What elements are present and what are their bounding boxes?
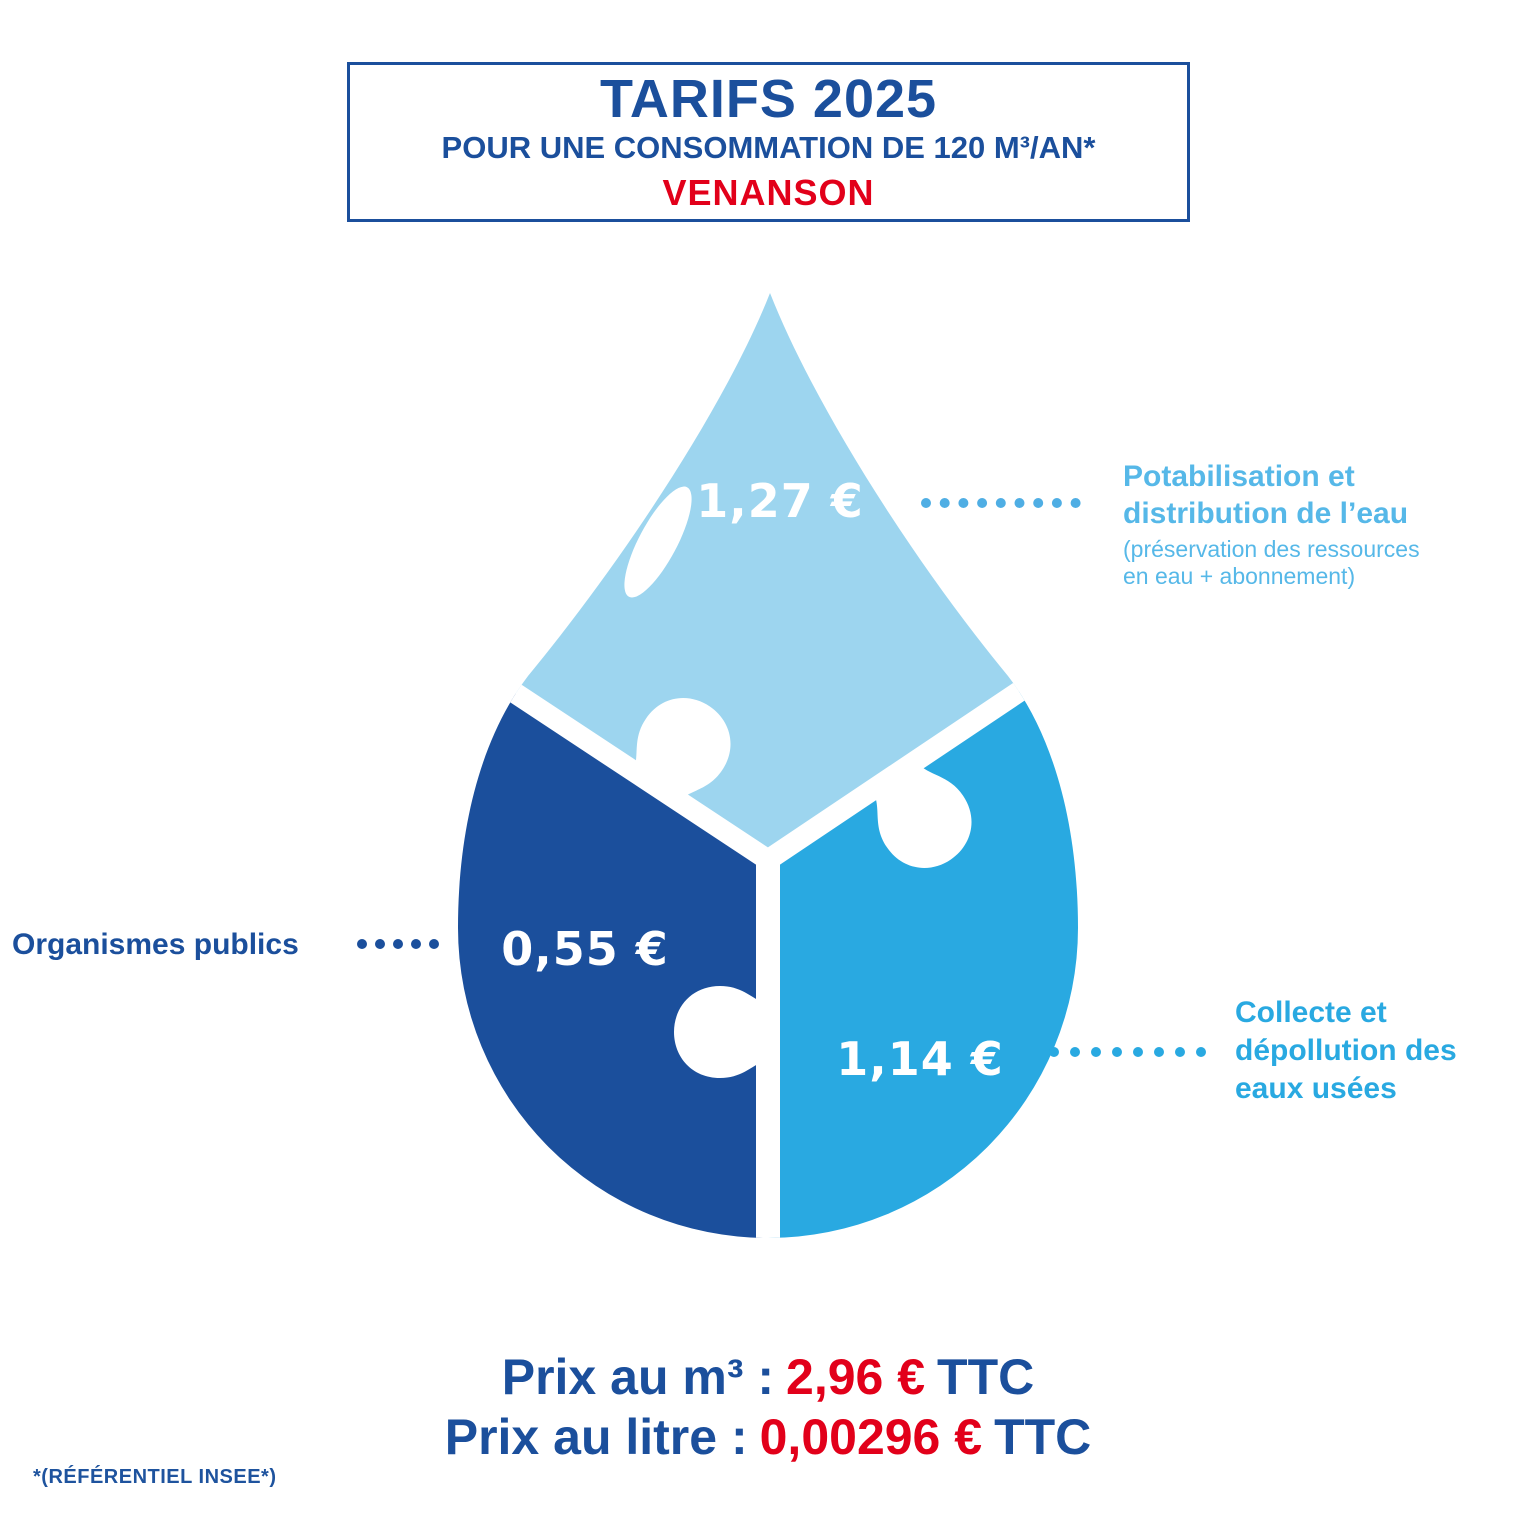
- label-potabilisation: [1123, 458, 1493, 590]
- total-price-litre: [0, 1408, 1536, 1466]
- label-collecte-line1: Collecte et: [1235, 996, 1387, 1029]
- total-price-m3: [0, 1348, 1536, 1406]
- insee-footnote: *(RÉFÉRENTIEL INSEE*): [33, 1466, 277, 1488]
- total-m3-unit: TTC: [937, 1349, 1035, 1405]
- total-litre-value: 0,00296 €: [759, 1409, 983, 1465]
- total-m3-value: 2,96 €: [786, 1349, 926, 1405]
- label-organismes: Organismes publics: [12, 928, 299, 961]
- value-organismes: 0,55 €: [501, 922, 669, 976]
- label-potabilisation-line1: Potabilisation et: [1123, 460, 1355, 493]
- commune-name: VENANSON: [662, 172, 875, 213]
- label-potabilisation-sub2: en eau + abonnement): [1123, 563, 1356, 589]
- label-collecte-line3: eaux usées: [1235, 1072, 1397, 1105]
- page-subtitle: POUR UNE CONSOMMATION DE 120 M³/AN*: [441, 130, 1096, 165]
- label-potabilisation-line2: distribution de l’eau: [1123, 497, 1409, 530]
- value-potabilisation: 1,27 €: [696, 474, 864, 528]
- total-m3-label: Prix au m³ :: [501, 1349, 775, 1405]
- label-potabilisation-sub1: (préservation des ressources: [1123, 536, 1420, 562]
- label-collecte: [1235, 994, 1515, 1108]
- total-litre-label: Prix au litre :: [444, 1409, 748, 1465]
- value-collecte: 1,14 €: [836, 1032, 1004, 1086]
- page-title: TARIFS 2025: [599, 69, 938, 129]
- total-litre-unit: TTC: [994, 1409, 1092, 1465]
- label-collecte-line2: dépollution des: [1235, 1034, 1457, 1067]
